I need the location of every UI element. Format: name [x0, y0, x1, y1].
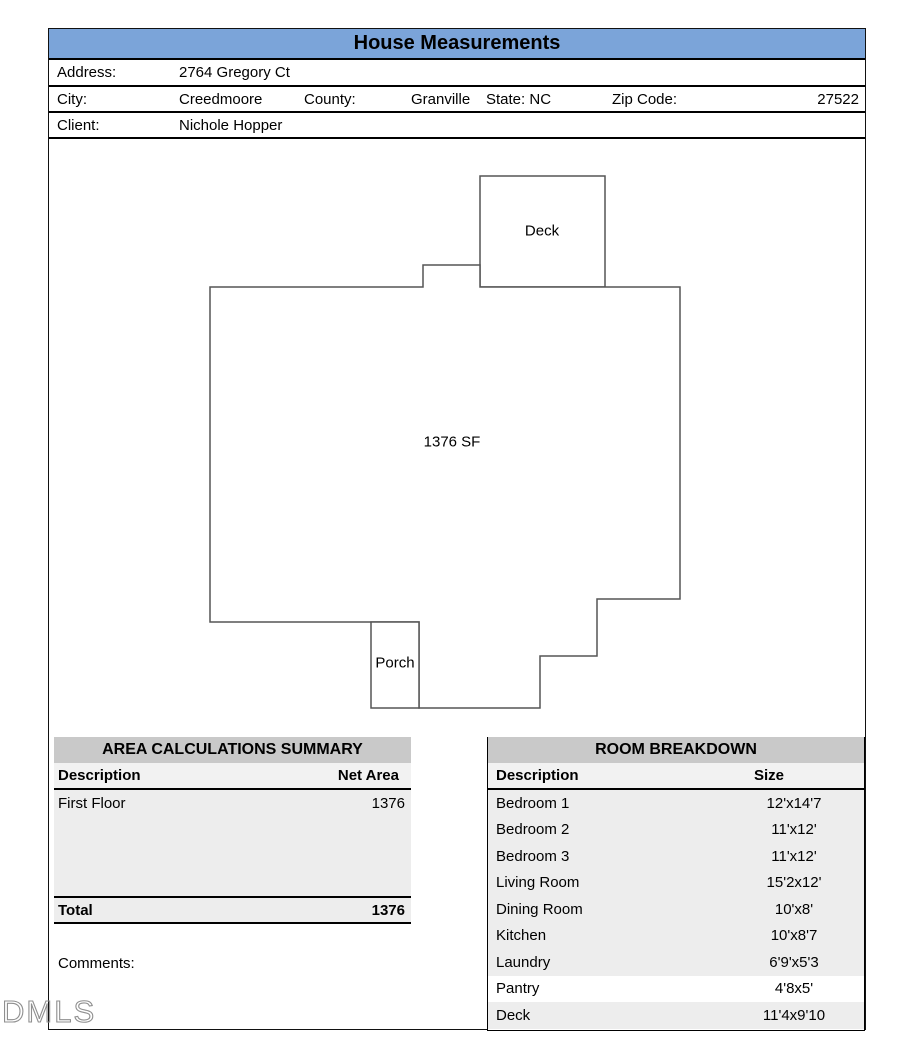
table-row	[488, 817, 864, 844]
area-table-title: AREA CALCULATIONS SUMMARY	[54, 737, 411, 763]
state-value: State: NC	[486, 90, 552, 108]
county-label: County:	[304, 90, 356, 108]
address-label: Address:	[57, 64, 117, 81]
deck-label: Deck	[524, 222, 560, 240]
row-size: 12'x14'7	[766, 794, 822, 812]
row-size: 4'8x5'	[774, 980, 814, 998]
row-size: 11'x12'	[771, 821, 817, 839]
main-area-label: 1376 SF	[423, 433, 481, 451]
row-description: Dining Room	[496, 900, 583, 918]
zip-value: 27522	[817, 90, 859, 108]
area-table-header	[54, 763, 411, 790]
house-shape	[210, 265, 680, 708]
row-description: Bedroom 1	[496, 794, 570, 812]
col-description: Description	[58, 767, 141, 784]
comments-label: Comments:	[58, 955, 135, 972]
client-label: Client:	[57, 116, 100, 134]
row-description: Kitchen	[496, 927, 547, 945]
floorplan-sketch	[49, 139, 864, 739]
zip-label: Zip Code:	[612, 90, 678, 108]
table-row	[488, 790, 864, 817]
table-row	[488, 923, 864, 950]
row-description: Laundry	[496, 953, 551, 971]
row-description: Living Room	[496, 874, 580, 892]
total-row	[54, 896, 411, 924]
document-page	[48, 28, 866, 1030]
room-table-title: ROOM BREAKDOWN	[488, 737, 864, 763]
table-row	[54, 790, 411, 816]
col-net-area: Net Area	[337, 767, 399, 784]
total-value: 1376	[371, 901, 405, 919]
row-net-area: 1376	[371, 794, 405, 812]
row-description: First Floor	[58, 794, 126, 812]
room-table-body	[488, 790, 864, 1029]
row-size: 11'x12'	[771, 847, 817, 865]
room-table-header	[488, 763, 864, 790]
table-row	[488, 870, 864, 897]
address-value: 2764 Gregory Ct	[179, 64, 290, 81]
dmls-watermark: DMLS	[2, 994, 97, 1029]
total-label: Total	[58, 901, 93, 919]
porch-label: Porch	[375, 654, 415, 672]
city-label: City:	[57, 90, 87, 108]
address-row	[49, 60, 865, 87]
city-value: Creedmoore	[179, 90, 263, 108]
area-table-body	[54, 790, 411, 896]
row-size: 10'x8'	[774, 900, 814, 918]
row-size: 6'9'x5'3	[769, 953, 819, 971]
row-size: 11'4x9'10	[762, 1006, 826, 1024]
table-row	[488, 896, 864, 923]
area-calculations-table	[54, 737, 411, 972]
client-row	[49, 113, 865, 139]
row-size: 10'x8'7	[770, 927, 818, 945]
row-description: Deck	[496, 1006, 531, 1024]
county-value: Granville	[411, 90, 471, 108]
row-description: Bedroom 3	[496, 847, 570, 865]
report-title-bar	[49, 29, 865, 60]
table-row	[488, 843, 864, 870]
col-size: Size	[753, 767, 784, 784]
room-breakdown-table	[487, 737, 865, 1031]
row-size: 15'2x12'	[766, 874, 822, 892]
table-row	[488, 976, 864, 1003]
table-row	[488, 1002, 864, 1029]
client-value: Nichole Hopper	[179, 116, 283, 134]
row-description: Bedroom 2	[496, 821, 570, 839]
page-title: House Measurements	[353, 32, 561, 54]
table-row	[488, 949, 864, 976]
city-row	[49, 87, 865, 113]
col-description: Description	[496, 767, 579, 784]
row-description: Pantry	[496, 980, 540, 998]
